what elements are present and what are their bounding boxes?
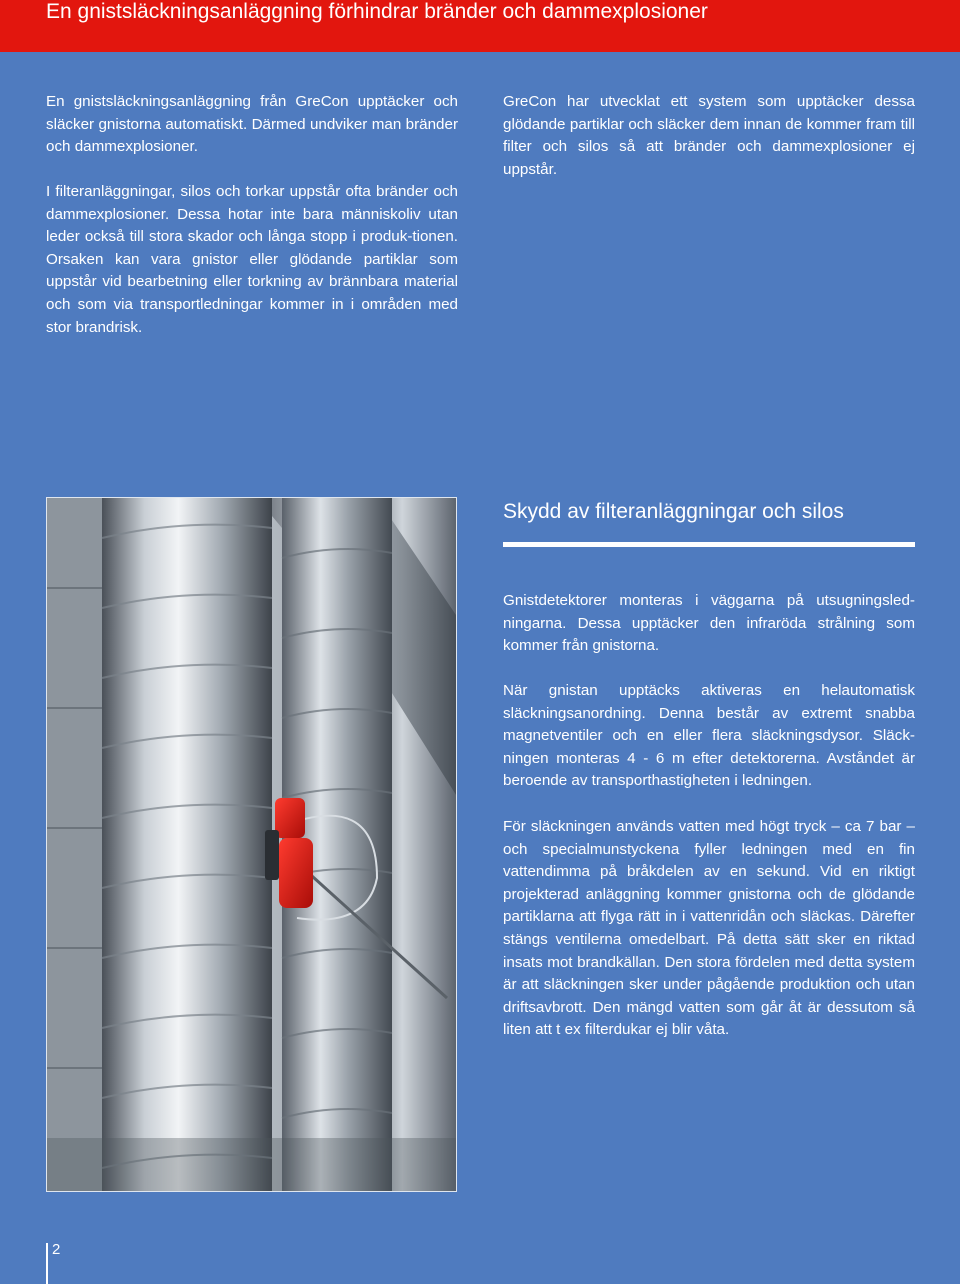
duct-photo <box>46 497 457 1192</box>
page-number: 2 <box>52 1241 61 1258</box>
intro-paragraph: En gnistsläckningsanläggning från GreCon upptäcker och släcker gnistorna automatiskt. Därmed undviker man bränder och dammexplosioner. <box>46 93 458 156</box>
page-number-rule <box>46 1243 48 1284</box>
section-heading: Skydd av filteranläggningar och silos <box>503 500 844 523</box>
detectors-paragraph: Gnistdetektorer monteras i väggarna på utsugningsled-ningarna. Dessa upptäcker den infraröda strålning som kommer från gnistorna. <box>503 592 915 655</box>
heading-divider <box>503 542 915 547</box>
activation-paragraph: När gnistan upptäcks aktiveras en helautomatisk släckningsanordning. Denna består av extremt snabba magnetventiler och en eller flera släckningsdysor. Släck-ningen monteras 4 - 6 m efter detektorerna. Avståndet är beroende av transporthastigheten i ledningen. <box>503 682 915 790</box>
body-paragraph-risks: I filteranläggningar, silos och torkar uppstår ofta bränder och dammexplosioner. Dessa hotar inte bara människoliv utan leder också till stora skador och långa stopp i produk-tionen. Orsaken kan vara gnistor eller glödande partiklar som uppstår vid bearbetning eller torkning av brännbara material och som via transportledningar kommer in i områden med stor brandrisk. <box>46 183 458 336</box>
page-title: En gnistsläckningsanläggning förhindrar bränder och dammexplosioner <box>46 0 708 23</box>
system-intro-paragraph: GreCon har utvecklat ett system som upptäcker dessa glödande partiklar och släcker dem innan de kommer fram till filter och silos så att bränder och dammexplosioner ej uppstår. <box>503 93 915 178</box>
extinguishing-paragraph: För släckningen används vatten med högt tryck – ca 7 bar – och specialmunstyckena fyller ledningen med en fin vattendimma på bråkdelen av en sekund. Vid en riktigt projekterad anläggning kommer gnistorna och de glödande partiklarna att flyga rätt in i vattenridån och släckas. Därefter stängs ventilerna omedelbart. På detta sätt sker en riktad insats mot brandkällan. Den stora fördelen med detta system är att släckningen sker under pågående produktion och utan driftsavbrott. Den mängd vatten som går åt är dessutom så liten att t ex filterdukar ej blir våta. <box>503 818 915 1039</box>
header-bar <box>0 0 960 52</box>
